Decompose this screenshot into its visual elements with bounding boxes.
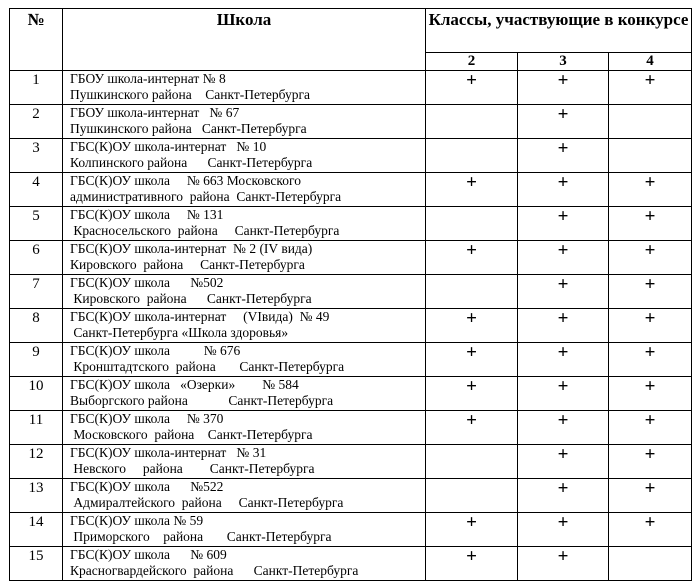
school-name: ГБС(К)ОУ школа № 370 Московского района Санкт-Петербурга	[63, 411, 426, 445]
table-row	[10, 173, 692, 207]
table-row	[10, 377, 692, 411]
grade-3-mark: +	[518, 275, 609, 309]
grade-4-mark	[609, 105, 692, 139]
grade-4-mark: +	[609, 241, 692, 275]
grade-2-mark: +	[426, 309, 518, 343]
table-row	[10, 275, 692, 309]
school-name: ГБС(К)ОУ школа № 131 Красносельского района Санкт-Петербурга	[63, 207, 426, 241]
row-number: 11	[10, 411, 63, 445]
grade-4-mark: +	[609, 377, 692, 411]
grade-4-mark: +	[609, 71, 692, 105]
grade-4-mark: +	[609, 173, 692, 207]
grade-3-mark: +	[518, 343, 609, 377]
grade-2-mark	[426, 105, 518, 139]
grade-3-mark: +	[518, 445, 609, 479]
school-name: ГБС(К)ОУ школа № 663 Московского административного района Санкт-Петербурга	[63, 173, 426, 207]
header-grade-2: 2	[426, 53, 518, 71]
header-grade-4: 4	[609, 53, 692, 71]
row-number: 1	[10, 71, 63, 105]
school-name: ГБС(К)ОУ школа № 609 Красногвардейского района Санкт-Петербурга	[63, 547, 426, 581]
grade-4-mark: +	[609, 445, 692, 479]
grade-2-mark	[426, 139, 518, 173]
grade-2-mark: +	[426, 71, 518, 105]
row-number: 3	[10, 139, 63, 173]
grade-3-mark: +	[518, 377, 609, 411]
grade-3-mark: +	[518, 241, 609, 275]
school-name: ГБС(К)ОУ школа-интернат (VIвида) № 49 Санкт-Петербурга «Школа здоровья»	[63, 309, 426, 343]
table-row	[10, 547, 692, 581]
school-name: ГБОУ школа-интернат № 67 Пушкинского района Санкт-Петербурга	[63, 105, 426, 139]
grade-4-mark: +	[609, 207, 692, 241]
grade-2-mark: +	[426, 411, 518, 445]
school-name: ГБС(К)ОУ школа-интернат № 2 (IV вида) Кировского района Санкт-Петербурга	[63, 241, 426, 275]
table-row	[10, 71, 692, 105]
header-school: Школа	[63, 9, 426, 71]
grade-3-mark: +	[518, 513, 609, 547]
row-number: 9	[10, 343, 63, 377]
table-row	[10, 513, 692, 547]
row-number: 13	[10, 479, 63, 513]
school-name: ГБС(К)ОУ школа-интернат № 31 Невского района Санкт-Петербурга	[63, 445, 426, 479]
grade-4-mark	[609, 139, 692, 173]
table-row	[10, 139, 692, 173]
grade-4-mark: +	[609, 343, 692, 377]
school-name: ГБС(К)ОУ школа № 676 Кронштадтского района Санкт-Петербурга	[63, 343, 426, 377]
grade-3-mark: +	[518, 411, 609, 445]
grade-4-mark: +	[609, 513, 692, 547]
row-number: 14	[10, 513, 63, 547]
school-name: ГБС(К)ОУ школа «Озерки» № 584 Выборгского района Санкт-Петербурга	[63, 377, 426, 411]
row-number: 7	[10, 275, 63, 309]
table-row	[10, 479, 692, 513]
grade-3-mark: +	[518, 105, 609, 139]
grade-3-mark: +	[518, 139, 609, 173]
grade-4-mark: +	[609, 309, 692, 343]
grade-2-mark: +	[426, 343, 518, 377]
grade-3-mark: +	[518, 479, 609, 513]
row-number: 5	[10, 207, 63, 241]
row-number: 2	[10, 105, 63, 139]
grade-4-mark: +	[609, 275, 692, 309]
grade-2-mark	[426, 275, 518, 309]
grade-2-mark	[426, 207, 518, 241]
row-number: 12	[10, 445, 63, 479]
header-grade-3: 3	[518, 53, 609, 71]
schools-table	[9, 8, 692, 581]
grade-4-mark: +	[609, 411, 692, 445]
grade-2-mark: +	[426, 513, 518, 547]
grade-2-mark: +	[426, 377, 518, 411]
table-row	[10, 309, 692, 343]
grade-3-mark: +	[518, 71, 609, 105]
grade-3-mark: +	[518, 207, 609, 241]
grade-2-mark	[426, 445, 518, 479]
table-row	[10, 241, 692, 275]
school-name: ГБС(К)ОУ школа №502 Кировского района Санкт-Петербурга	[63, 275, 426, 309]
grade-2-mark	[426, 479, 518, 513]
grade-2-mark: +	[426, 241, 518, 275]
table-row	[10, 343, 692, 377]
row-number: 8	[10, 309, 63, 343]
school-name: ГБОУ школа-интернат № 8 Пушкинского района Санкт-Петербурга	[63, 71, 426, 105]
table-row	[10, 411, 692, 445]
row-number: 6	[10, 241, 63, 275]
school-name: ГБС(К)ОУ школа №522 Адмиралтейского района Санкт-Петербурга	[63, 479, 426, 513]
row-number: 4	[10, 173, 63, 207]
grade-4-mark	[609, 547, 692, 581]
school-name: ГБС(К)ОУ школа-интернат № 10 Колпинского района Санкт-Петербурга	[63, 139, 426, 173]
grade-2-mark: +	[426, 173, 518, 207]
grade-3-mark: +	[518, 547, 609, 581]
grade-2-mark: +	[426, 547, 518, 581]
row-number: 15	[10, 547, 63, 581]
header-num: №	[10, 9, 63, 71]
grade-3-mark: +	[518, 309, 609, 343]
table-row	[10, 207, 692, 241]
school-name: ГБС(К)ОУ школа № 59 Приморского района Санкт-Петербурга	[63, 513, 426, 547]
grade-3-mark: +	[518, 173, 609, 207]
header-classes: Классы, участвующие в конкурсе	[426, 9, 692, 53]
table-row	[10, 105, 692, 139]
table-row	[10, 445, 692, 479]
row-number: 10	[10, 377, 63, 411]
grade-4-mark: +	[609, 479, 692, 513]
header-row	[10, 9, 692, 53]
